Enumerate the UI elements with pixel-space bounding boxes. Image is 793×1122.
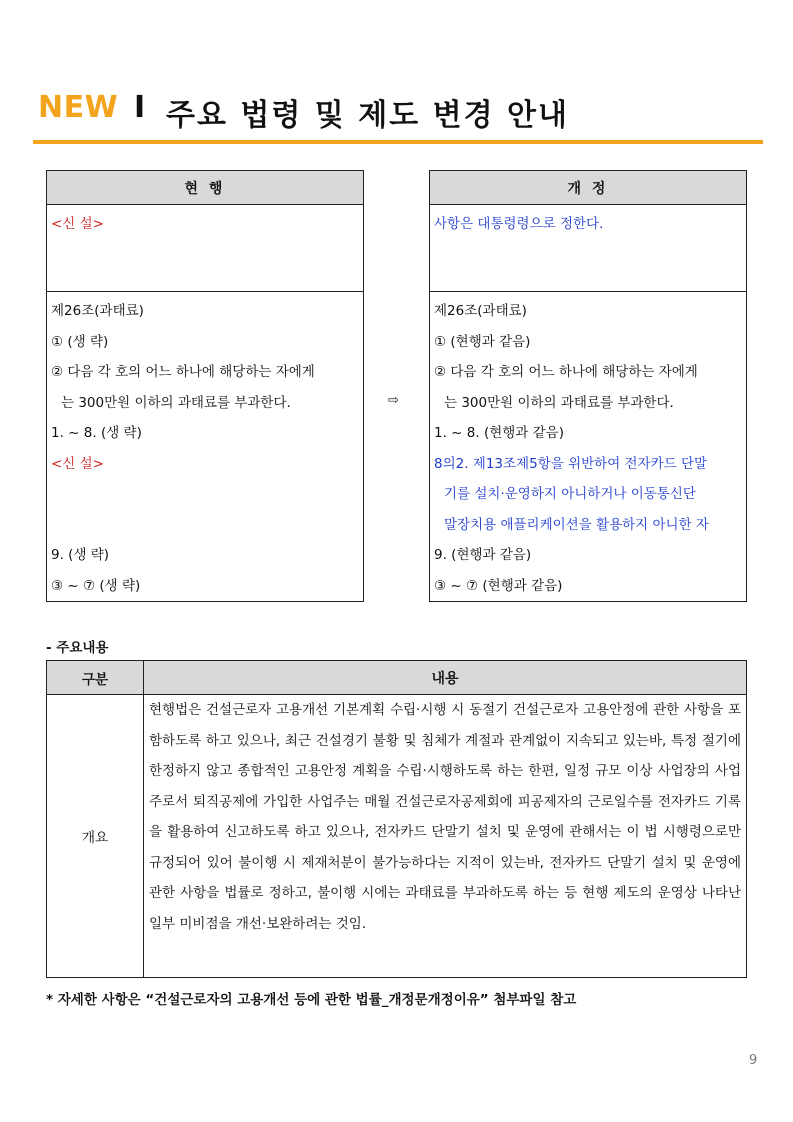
attachment-note: * 자세한 사항은 “건설근로자의 고용개선 등에 관한 법률_개정문개정이유” 첨부파일 참고 <box>46 992 577 1008</box>
amended-line: ② 다음 각 호의 어느 하나에 해당하는 자에게 <box>434 364 698 380</box>
amended-line: 제26조(과태료) <box>434 303 527 319</box>
current-line: 는 300만원 이하의 과태료를 부과한다. <box>61 394 291 411</box>
header-rule <box>33 140 763 144</box>
current-line: <신 설> <box>51 455 104 472</box>
current-heading: 현 행 <box>47 171 364 205</box>
page-header <box>33 86 763 144</box>
summary-row-label: 개요 <box>47 695 144 978</box>
amended-line: 는 300만원 이하의 과태료를 부과한다. <box>444 394 674 411</box>
amended-line: ③ ~ ⑦ (현행과 같음) <box>434 577 563 594</box>
title-separator: I <box>134 90 146 125</box>
summary-table <box>46 660 747 978</box>
amended-line: 사항은 대통령령으로 정한다. <box>434 216 604 232</box>
current-line: <신 설> <box>51 216 104 232</box>
summary-col-category: 구분 <box>47 661 144 695</box>
summary-row-text: 현행법은 건설근로자 고용개선 기본계획 수립·시행 시 동절기 건설근로자 고용안정에 관한 사항을 포함하도록 하고 있으나, 최근 건설경기 불황 및 침체가 계절과 관계없이 지속되고 있는바, 특정 절기에 한정하지 않고 종합적인 고용안정 계획을 수립·시행하도록 하는 한편, 일정 규모 이상 사업장의 사업주로서 퇴직공제에 가입한 사업주는 매월 건설근로자공제회에 피공제자의 근로일수를 전자카드 기록을 활용하여 신고하도록 하고 있으나, 전자카드 단말기 설치 및 운영에 관해서는 이 법 시행령으로만 규정되어 있어 불이행 시 제재처분이 불가능하다는 지적이 있는바, 전자카드 단말기 설치 및 운영에 관한 사항을 법률로 정하고, 불이행 시에는 과태료를 부과하도록 하는 등 현행 제도의 운영상 나타난 일부 미비점을 개선·보완하려는 것임. <box>144 695 747 978</box>
summary-col-content: 내용 <box>144 661 747 695</box>
page-title: 주요 법령 및 제도 변경 안내 <box>166 98 570 133</box>
arrow-right-icon: ⇨ <box>388 393 399 408</box>
amended-line: 기를 설치·운영하지 아니하거나 이동통신단 <box>444 486 696 502</box>
amended-cell-2 <box>430 292 747 602</box>
current-law-table <box>46 170 364 602</box>
current-line: 1. ~ 8. (생 략) <box>51 425 142 441</box>
amended-line: 8의2. 제13조제5항을 위반하여 전자카드 단말 <box>434 455 708 472</box>
new-label: NEW <box>38 90 119 125</box>
current-line: 9. (생 략) <box>51 547 110 563</box>
section-label: - 주요내용 <box>46 640 109 656</box>
amended-line: ① (현행과 같음) <box>434 333 531 350</box>
amended-line: 9. (현행과 같음) <box>434 547 532 563</box>
amended-cell-1 <box>430 205 747 292</box>
current-line: ② 다음 각 호의 어느 하나에 해당하는 자에게 <box>51 364 315 380</box>
current-line <box>51 510 359 541</box>
amended-law-table <box>429 170 747 602</box>
current-line <box>51 479 359 510</box>
amended-heading: 개 정 <box>430 171 747 205</box>
page-number: 9 <box>749 1053 758 1068</box>
current-cell-2 <box>47 292 364 602</box>
current-line: ① (생 략) <box>51 333 109 350</box>
amended-line: 말장치용 애플리케이션을 활용하지 아니한 자 <box>444 516 709 533</box>
current-line: 제26조(과태료) <box>51 303 144 319</box>
amended-line: 1. ~ 8. (현행과 같음) <box>434 425 564 441</box>
current-cell-1 <box>47 205 364 292</box>
current-line: ③ ~ ⑦ (생 략) <box>51 577 141 594</box>
